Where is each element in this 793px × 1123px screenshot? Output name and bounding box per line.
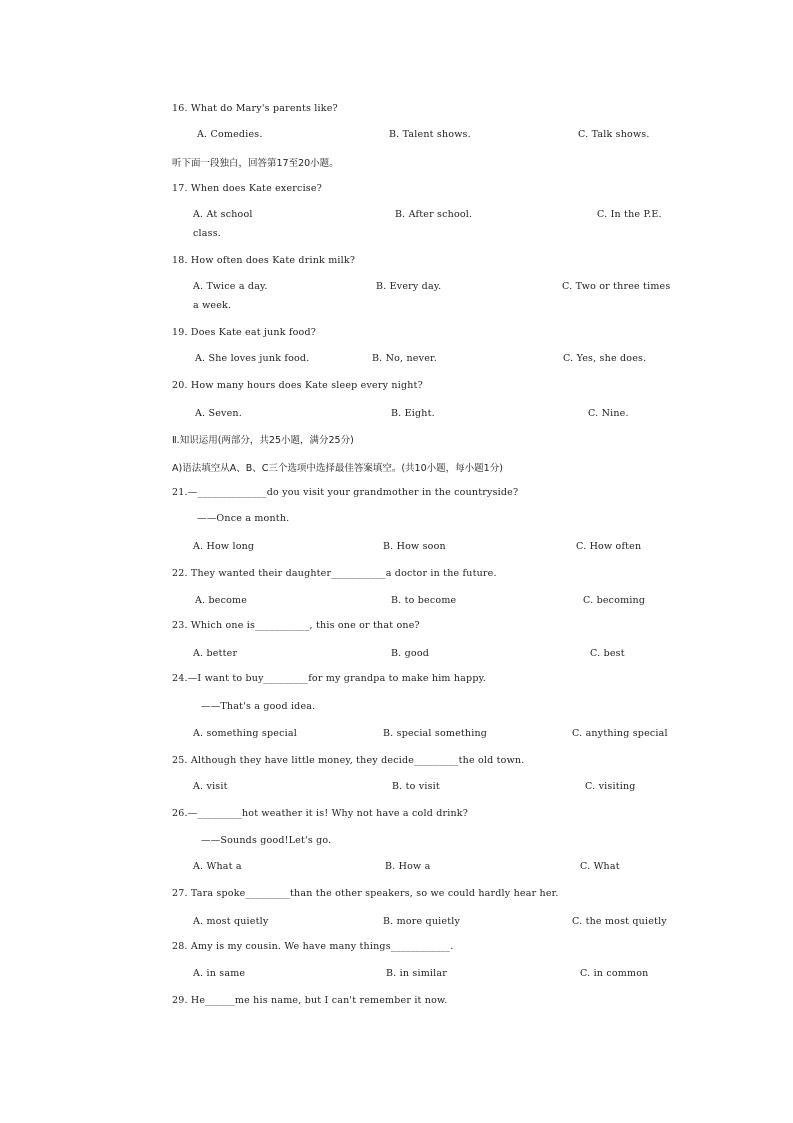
option-24c: C. anything special bbox=[572, 728, 668, 739]
question-19: 19. Does Kate eat junk food? bbox=[172, 327, 317, 338]
option-23a: A. better bbox=[193, 648, 238, 659]
option-21b: B. How soon bbox=[383, 541, 446, 552]
option-17b: B. After school. bbox=[395, 209, 473, 220]
reply-21: ——Once a month. bbox=[197, 513, 290, 524]
option-16c: C. Talk shows. bbox=[578, 129, 650, 140]
question-25: 25. Although they have little money, they decide_________the old town. bbox=[172, 755, 525, 766]
option-20c: C. Nine. bbox=[588, 408, 629, 419]
option-22a: A. become bbox=[195, 595, 248, 606]
option-18b: B. Every day. bbox=[376, 281, 442, 292]
option-28c: C. in common bbox=[580, 968, 649, 979]
option-20b: B. Eight. bbox=[391, 408, 435, 419]
option-19b: B. No, never. bbox=[372, 353, 437, 364]
reply-26: ——Sounds good!Let's go. bbox=[201, 835, 332, 846]
option-26c: C. What bbox=[580, 861, 620, 872]
option-17c: C. In the P.E. bbox=[597, 209, 662, 220]
reply-24: ——That's a good idea. bbox=[201, 701, 316, 712]
question-29: 29. He______me his name, but I can't remember it now. bbox=[172, 995, 448, 1006]
option-22c: C. becoming bbox=[583, 595, 646, 606]
option-19a: A. She loves junk food. bbox=[195, 353, 310, 364]
question-22: 22. They wanted their daughter___________a doctor in the future. bbox=[172, 568, 497, 579]
option-18c: C. Two or three times bbox=[562, 281, 671, 292]
option-16a: A. Comedies. bbox=[197, 129, 263, 140]
option-27a: A. most quietly bbox=[193, 916, 269, 927]
question-24: 24.—I want to buy_________for my grandpa to make him happy. bbox=[172, 673, 487, 684]
option-25a: A. visit bbox=[193, 781, 228, 792]
option-18a: A. Twice a day. bbox=[193, 281, 268, 292]
option-18c-wrap: a week. bbox=[193, 300, 232, 311]
option-28b: B. in similar bbox=[386, 968, 448, 979]
question-28: 28. Amy is my cousin. We have many things____________. bbox=[172, 941, 454, 952]
instruction-17-20: 听下面一段独白，回答第17至20小题。 bbox=[172, 158, 339, 169]
option-16b: B. Talent shows. bbox=[389, 129, 471, 140]
section-a-title: A)语法填空从A、B、C三个选项中选择最佳答案填空。(共10小题，每小题1分) bbox=[172, 463, 503, 474]
option-20a: A. Seven. bbox=[195, 408, 242, 419]
question-27: 27. Tara spoke_________than the other speakers, so we could hardly hear her. bbox=[172, 888, 559, 899]
option-23b: B. good bbox=[391, 648, 430, 659]
question-21: 21.—______________do you visit your grandmother in the countryside? bbox=[172, 487, 519, 498]
option-27c: C. the most quietly bbox=[572, 916, 667, 927]
option-25b: B. to visit bbox=[392, 781, 440, 792]
option-21c: C. How often bbox=[576, 541, 642, 552]
option-17c-wrap: class. bbox=[193, 228, 221, 239]
option-27b: B. more quietly bbox=[383, 916, 461, 927]
question-16: 16. What do Mary's parents like? bbox=[172, 103, 338, 114]
option-19c: C. Yes, she does. bbox=[563, 353, 647, 364]
option-26b: B. How a bbox=[385, 861, 431, 872]
option-22b: B. to become bbox=[391, 595, 457, 606]
question-20: 20. How many hours does Kate sleep every night? bbox=[172, 380, 423, 391]
option-21a: A. How long bbox=[193, 541, 255, 552]
question-23: 23. Which one is___________, this one or that one? bbox=[172, 620, 420, 631]
option-25c: C. visiting bbox=[585, 781, 636, 792]
section-2-title: Ⅱ.知识运用(两部分，共25小题，满分25分) bbox=[172, 435, 354, 446]
question-26: 26.—_________hot weather it is! Why not have a cold drink? bbox=[172, 808, 469, 819]
option-28a: A. in same bbox=[193, 968, 246, 979]
option-24a: A. something special bbox=[193, 728, 297, 739]
option-24b: B. special something bbox=[383, 728, 488, 739]
question-18: 18. How often does Kate drink milk? bbox=[172, 255, 356, 266]
question-17: 17. When does Kate exercise? bbox=[172, 183, 323, 194]
option-17a: A. At school bbox=[193, 209, 253, 220]
option-23c: C. best bbox=[590, 648, 625, 659]
option-26a: A. What a bbox=[193, 861, 242, 872]
